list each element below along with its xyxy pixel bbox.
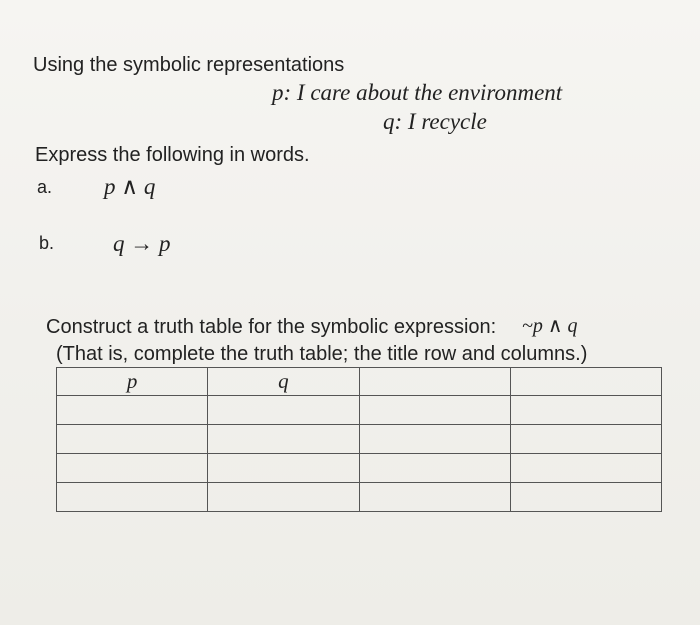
truth-table-cell[interactable] <box>510 483 661 512</box>
truth-table-header-row <box>57 368 662 396</box>
definition-p: p: I care about the environment <box>272 80 563 105</box>
truth-table-cell[interactable] <box>208 425 359 454</box>
truth-table-cell[interactable] <box>208 454 359 483</box>
truth-table-header-p: p <box>57 368 208 396</box>
truth-table-header-blank-3[interactable] <box>359 368 510 396</box>
truth-table-cell[interactable] <box>57 425 208 454</box>
item-b-label: b. <box>39 233 55 253</box>
truth-table-cell[interactable] <box>57 454 208 483</box>
construct-note: (That is, complete the truth table; the title row and columns.) <box>56 343 588 365</box>
truth-table-cell[interactable] <box>359 425 510 454</box>
item-a-label: a. <box>37 177 53 197</box>
truth-table-row <box>57 483 662 512</box>
intro-text: Using the symbolic representations <box>33 54 345 76</box>
truth-table-cell[interactable] <box>510 425 661 454</box>
truth-table-cell[interactable] <box>510 396 661 425</box>
truth-table-cell[interactable] <box>208 483 359 512</box>
construct-prompt: Construct a truth table for the symbolic expression: <box>46 316 497 338</box>
truth-table <box>56 367 662 512</box>
truth-table-cell[interactable] <box>510 454 661 483</box>
construct-expression: ~p ∧ q <box>522 315 578 337</box>
truth-table-cell[interactable] <box>359 483 510 512</box>
truth-table-header-blank-4[interactable] <box>510 368 661 396</box>
truth-table-row <box>57 454 662 483</box>
truth-table-cell[interactable] <box>359 396 510 425</box>
express-prompt: Express the following in words. <box>35 144 310 166</box>
definition-q: q: I recycle <box>383 109 487 134</box>
item-b-expression: q → p <box>113 231 171 256</box>
truth-table-cell[interactable] <box>359 454 510 483</box>
truth-table-cell[interactable] <box>208 396 359 425</box>
truth-table-header-q: q <box>208 368 359 396</box>
truth-table-cell[interactable] <box>57 396 208 425</box>
truth-table-row <box>57 425 662 454</box>
truth-table-cell[interactable] <box>57 483 208 512</box>
truth-table-row <box>57 396 662 425</box>
item-a-expression: p ∧ q <box>104 174 156 199</box>
